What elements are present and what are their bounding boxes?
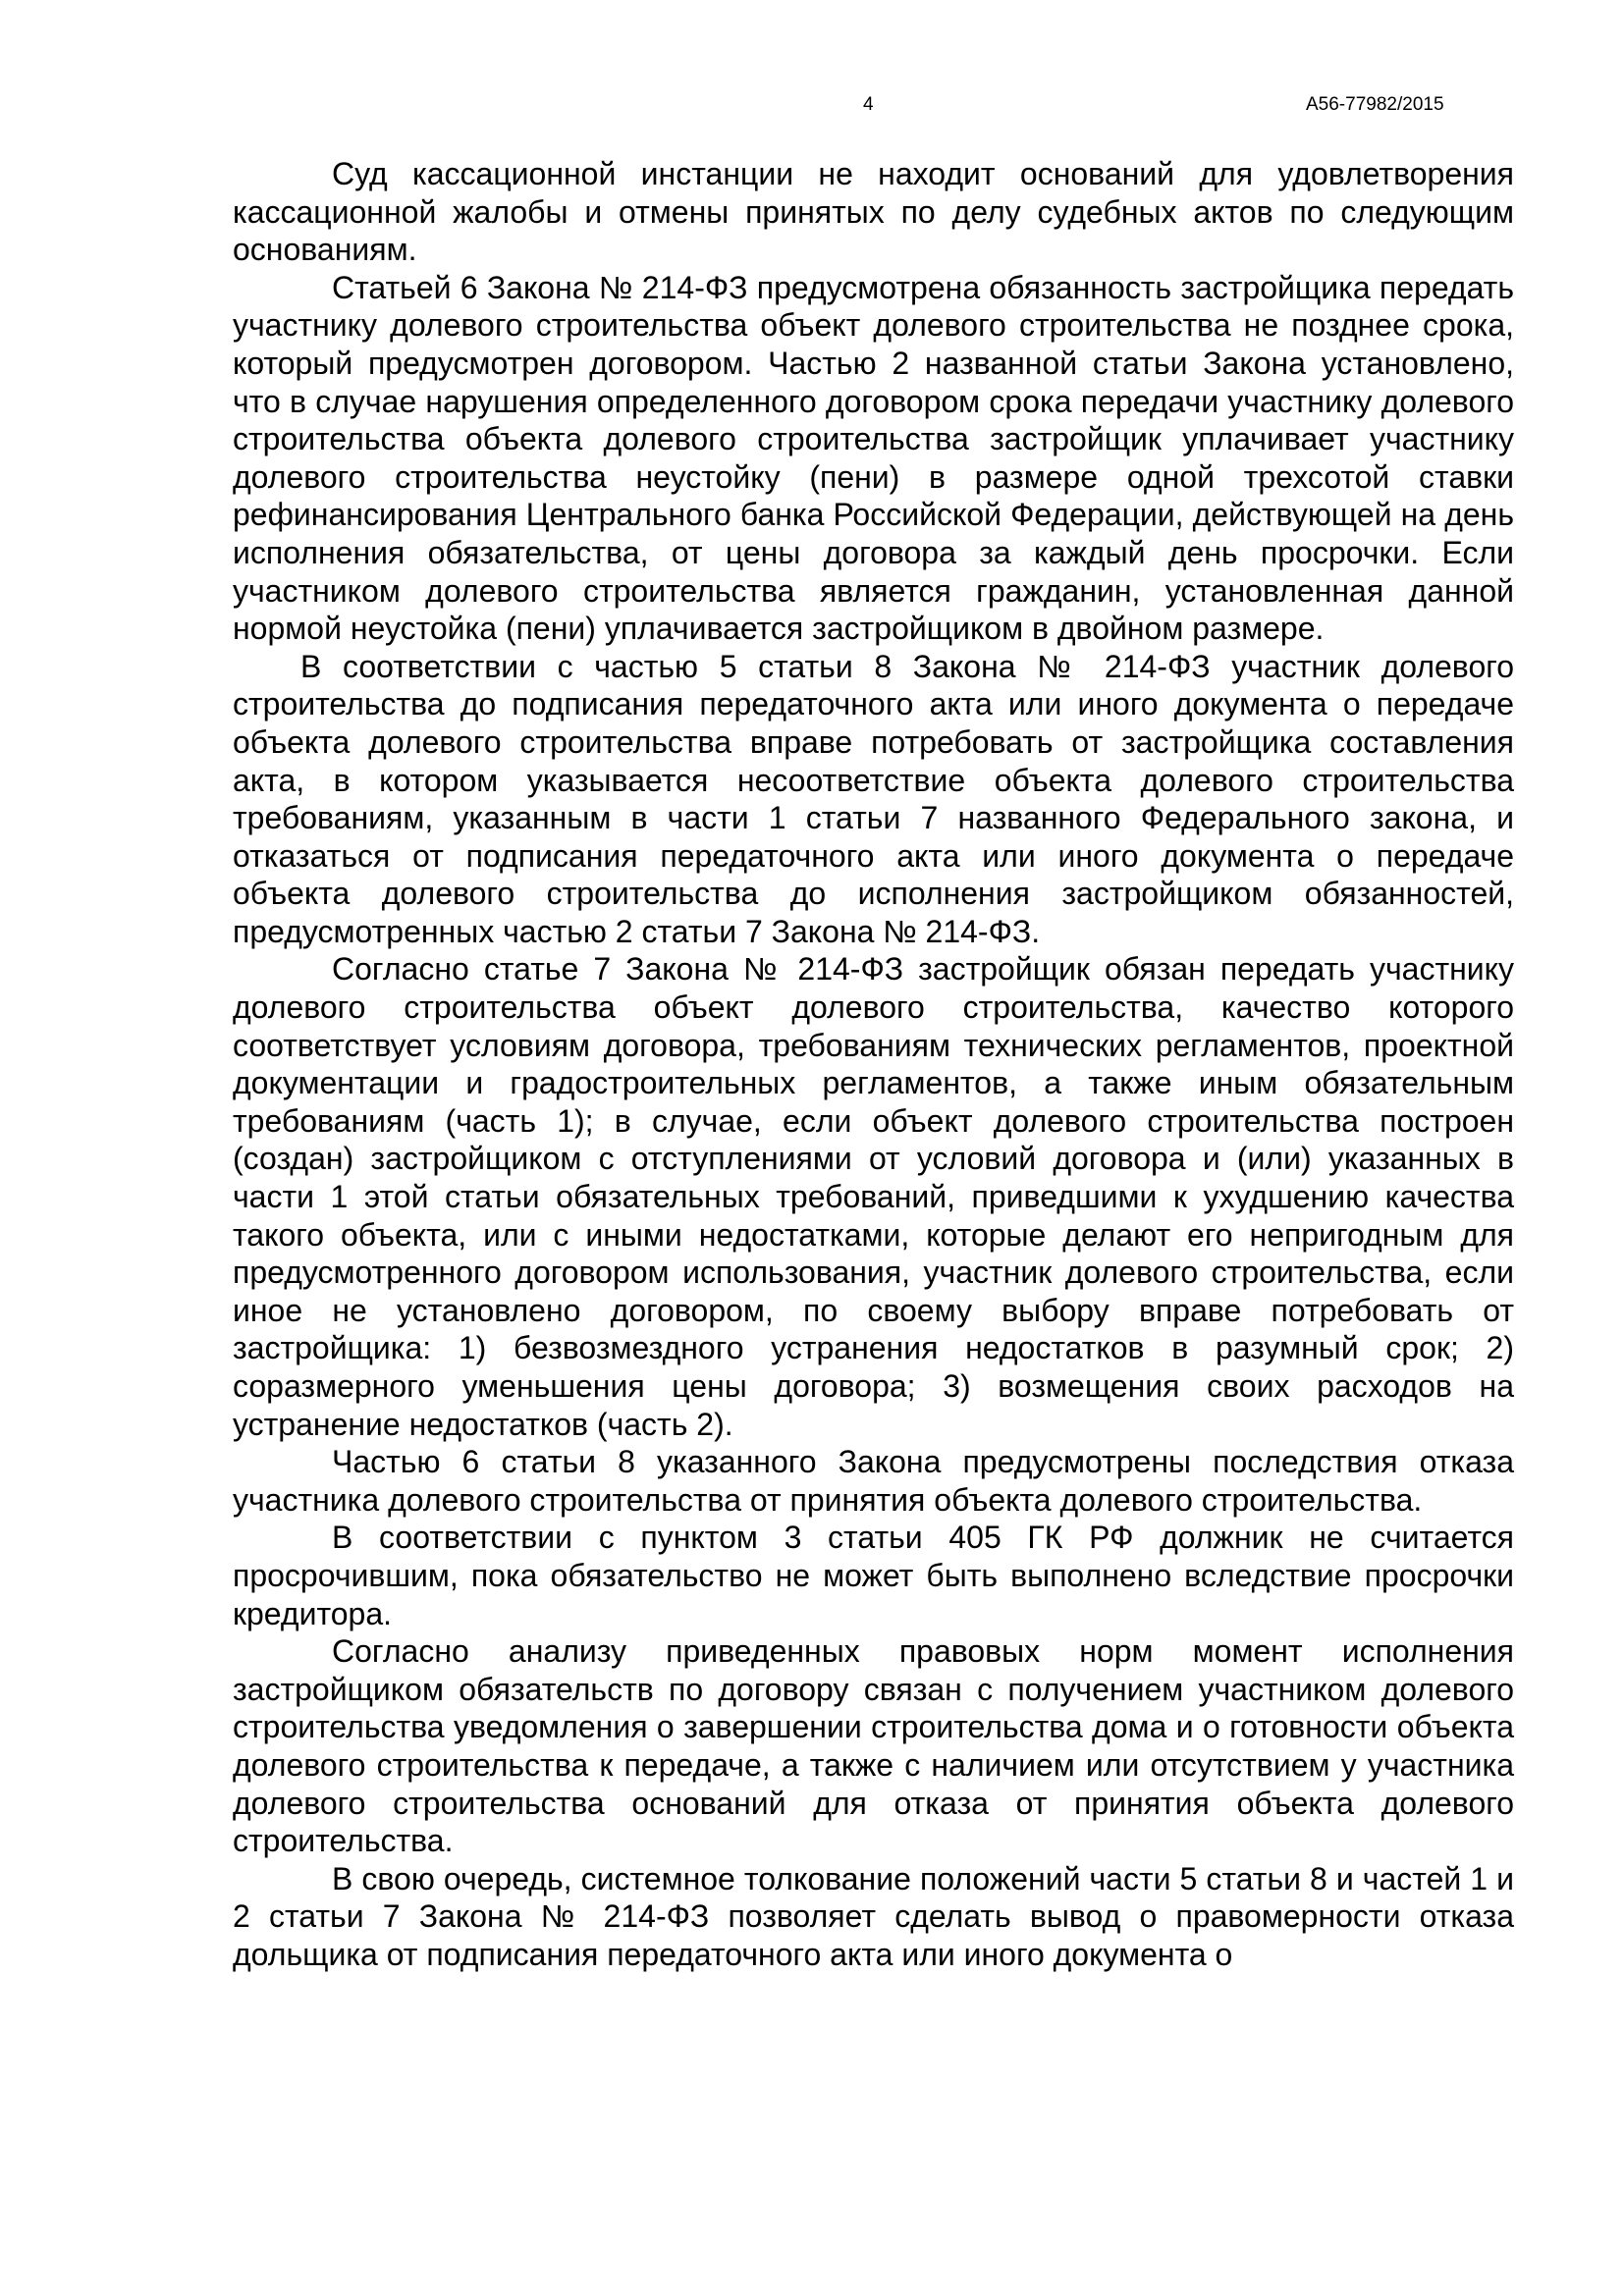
paragraph-systematic-interpretation: В свою очередь, системное толкование положений части 5 статьи 8 и частей 1 и 2 статьи 7 Закона № 214-ФЗ позволяет сделать вывод о правомерности отказа дольщика от подписания передаточного акта или иного документа о [233, 1860, 1514, 1972]
case-number: А56-77982/2015 [1306, 94, 1444, 115]
paragraph-civil-code-405: В соответствии с пунктом 3 статьи 405 ГК РФ должник не считается просрочившим, пока обязательство не может быть выполнено вследствие просрочки кредитора. [233, 1520, 1514, 1631]
paragraph-article-7: Согласно статье 7 Закона № 214-ФЗ застройщик обязан передать участнику долевого строительства объект долевого строительства, качество которого соответствует условиям договора, требованиям технических регламентов, проектной документации и градостроительных регламентов, а также иным обязательным требованиям (часть 1); в случае, если объект долевого строительства построен (создан) застройщиком с отступлениями от условий договора и (или) указанных в части 1 этой статьи обязательных требований, приведшими к ухудшению качества такого объекта, или с иными недостатками, которые делают его непригодным для предусмотренного договором использования, участник долевого строительства, если иное не установлено договором, по своему выбору вправе потребовать от застройщика: 1) безвозмездного устранения недостатков в разумный срок; 2) соразмерного уменьшения цены договора; 3) возмещения своих расходов на устранение недостатков (часть 2). [233, 951, 1514, 1442]
document-body [233, 155, 1514, 1974]
paragraph-legal-analysis: Согласно анализу приведенных правовых норм момент исполнения застройщиком обязательств по договору связан с получением участником долевого строительства уведомления о завершении строительства дома и о готовности объекта долевого строительства к передаче, а также с наличием или отсутствием у участника долевого строительства оснований для отказа от принятия объекта долевого строительства. [233, 1633, 1514, 1859]
paragraph-court-conclusion: Суд кассационной инстанции не находит оснований для удовлетворения кассационной жалобы и отмены принятых по делу судебных актов по следующим основаниям. [233, 156, 1514, 268]
page-number: 4 [863, 94, 874, 115]
paragraph-article-6: Статьей 6 Закона № 214-ФЗ предусмотрена обязанность застройщика передать участнику долевого строительства объект долевого строительства не позднее срока, который предусмотрен договором. Частью 2 названной статьи Закона установлено, что в случае нарушения определенного договором срока передачи участнику долевого строительства объекта долевого строительства застройщик уплачивает участнику долевого строительства неустойку (пени) в размере одной трехсотой ставки рефинансирования Центрального банка Российской Федерации, действующей на день исполнения обязательства, от цены договора за каждый день просрочки. Если участником долевого строительства является гражданин, установленная данной нормой неустойка (пени) уплачивается застройщиком в двойном размере. [233, 269, 1514, 647]
paragraph-article-8-part-6: Частью 6 статьи 8 указанного Закона предусмотрены последствия отказа участника долевого строительства от принятия объекта долевого строительства. [233, 1444, 1514, 1518]
paragraph-article-8-part-5: В соответствии с частью 5 статьи 8 Закона № 214-ФЗ участник долевого строительства до подписания передаточного акта или иного документа о передаче объекта долевого строительства вправе потребовать от застройщика составления акта, в котором указывается несоответствие объекта долевого строительства требованиям, указанным в части 1 статьи 7 названного Федерального закона, и отказаться от подписания передаточного акта или иного документа о передаче объекта долевого строительства до исполнения застройщиком обязанностей, предусмотренных частью 2 статьи 7 Закона № 214-ФЗ. [233, 648, 1514, 949]
